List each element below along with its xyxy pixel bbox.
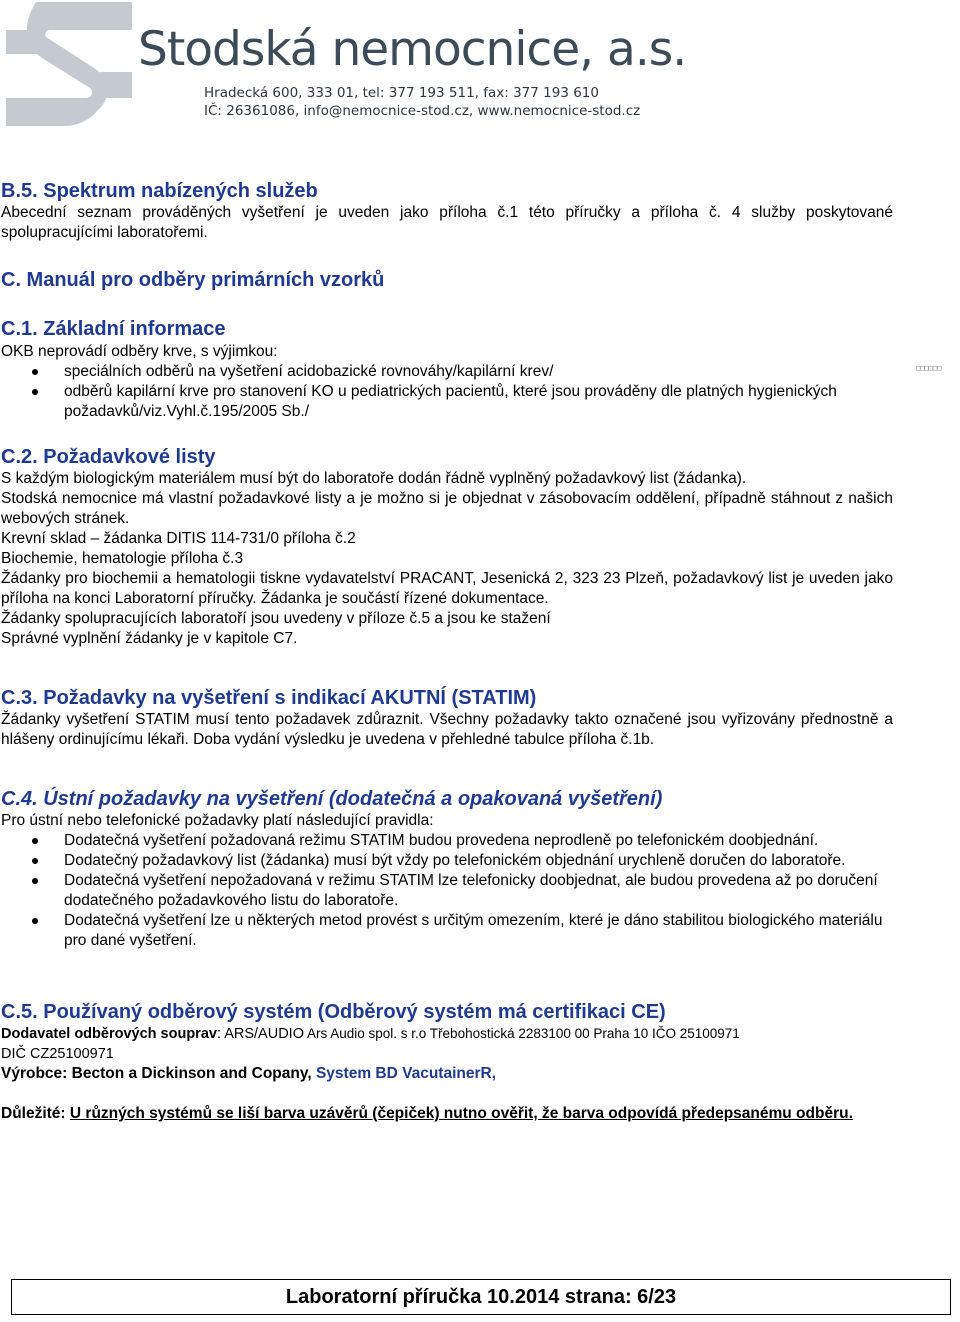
section-c5-heading: C.5. Používaný odběrový systém (Odběrový systém má certifikaci CE): [1, 1001, 666, 1023]
section-c1-list: [1, 362, 893, 422]
section-c2-heading: C.2. Požadavkové listy: [1, 446, 216, 468]
organization-ids: IČ: 26361086, info@nemocnice-stod.cz, www.nemocnice-stod.cz: [204, 103, 641, 119]
section-c2-p1: S každým biologickým materiálem musí být do laboratoře dodán řádně vyplněný požadavkový list (žádanka).: [1, 470, 747, 487]
list-item: speciálních odběrů na vyšetření acidobazické rovnováhy/kapilární krev/: [1, 362, 893, 382]
section-c-heading: C. Manuál pro odběry primárních vzorků: [1, 269, 385, 291]
list-item: Dodatečná vyšetření nepožadovaná v režimu STATIM lze telefonicky doobjednat, ale budou provedena až po doručení dodatečného požadavkového listu do laboratoře.: [1, 871, 893, 911]
organization-name: Stodská nemocnice, a.s.: [138, 22, 687, 77]
section-c4-heading: C.4. Ústní požadavky na vyšetření (dodatečná a opakovaná vyšetření): [1, 788, 663, 810]
section-b5-text: Abecední seznam prováděných vyšetření je uveden jako příloha č.1 této příručky a příloha č. 4 služby poskytované spolupracujícími laboratořemi.: [1, 204, 893, 241]
section-c2-p4: Biochemie, hematologie příloha č.3: [1, 550, 244, 567]
section-c1-intro: OKB neprovádí odběry krve, s výjimkou:: [1, 343, 278, 360]
section-c2-p6: Žádanky spolupracujících laboratoří jsou uvedeny v příloze č.5 a jsou ke stažení: [1, 610, 551, 627]
section-c5-supplier: Dodavatel odběrových souprav: ARS/AUDIO Ars Audio spol. s r.o Třebohostická 2283100 00 Praha 10 IČO 25100971: [1, 1026, 740, 1042]
section-c2-p2: Stodská nemocnice má vlastní požadavkové listy a je možno si je objednat v zásobovacím oddělení, případně stáhnout z našich webových stránek.: [1, 490, 893, 527]
section-c2-p3: Krevní sklad – žádanka DITIS 114-731/0 příloha č.2: [1, 530, 356, 547]
section-c4-intro: Pro ústní nebo telefonické požadavky platí následující pravidla:: [1, 812, 434, 829]
side-marks: □□□□□□: [916, 364, 942, 372]
section-c2-p7: Správné vyplnění žádanky je v kapitole C7.: [1, 630, 298, 647]
section-c1-heading: C.1. Základní informace: [1, 318, 226, 340]
document-body: [1, 180, 893, 1124]
list-item: Dodatečná vyšetření požadovaná režimu STATIM budou provedena neprodleně po telefonickém doobjednání.: [1, 831, 893, 851]
section-c3-heading: C.3. Požadavky na vyšetření s indikací AKUTNÍ (STATIM): [1, 687, 537, 709]
section-c5-dic: DIČ CZ25100971: [1, 1046, 114, 1062]
section-c4-list: [1, 831, 893, 951]
list-item: Dodatečný požadavkový list (žádanka) musí být vždy po telefonickém objednání urychleně doručen do laboratoře.: [1, 851, 893, 871]
letterhead: [0, 0, 960, 130]
section-b5-heading: B.5. Spektrum nabízených služeb: [1, 180, 318, 202]
section-c2-p5: Žádanky pro biochemii a hematologii tiskne vydavatelství PRACANT, Jesenická 2, 323 23 Plzeň, požadavkový list je uveden jako příloha na konci Laboratorní příručky. Žádanka je součástí řízené dokumentace.: [1, 570, 893, 607]
organization-address: Hradecká 600, 333 01, tel: 377 193 511, fax: 377 193 610: [204, 85, 599, 101]
page-footer: Laboratorní příručka 10.2014 strana: 6/23: [11, 1279, 951, 1315]
section-c5-maker: Výrobce: Becton a Dickinson and Copany, System BD VacutainerR,: [1, 1065, 496, 1082]
list-item: Dodatečná vyšetření lze u některých metod provést s určitým omezením, které je dáno stabilitou biologického materiálu pro dané vyšetření.: [1, 911, 893, 951]
section-c5-important: Důležité: U různých systémů se liší barva uzávěrů (čepiček) nutno ověřit, že barva odpovídá předepsanému odběru.: [1, 1105, 853, 1122]
section-c3-text: Žádanky vyšetření STATIM musí tento požadavek zdůraznit. Všechny požadavky takto označené jsou vyřizovány přednostně a hlášeny ordinujícímu lékaři. Doba vydání výsledku je uvedena v přehledné tabulce příloha č.1b.: [1, 711, 893, 748]
list-item: odběrů kapilární krve pro stanovení KO u pediatrických pacientů, které jsou prováděny dle platných hygienických požadavků/viz.Vyhl.č.195/2005 Sb./: [1, 382, 893, 422]
stylized-s-cross-logo-icon: [6, 2, 132, 126]
